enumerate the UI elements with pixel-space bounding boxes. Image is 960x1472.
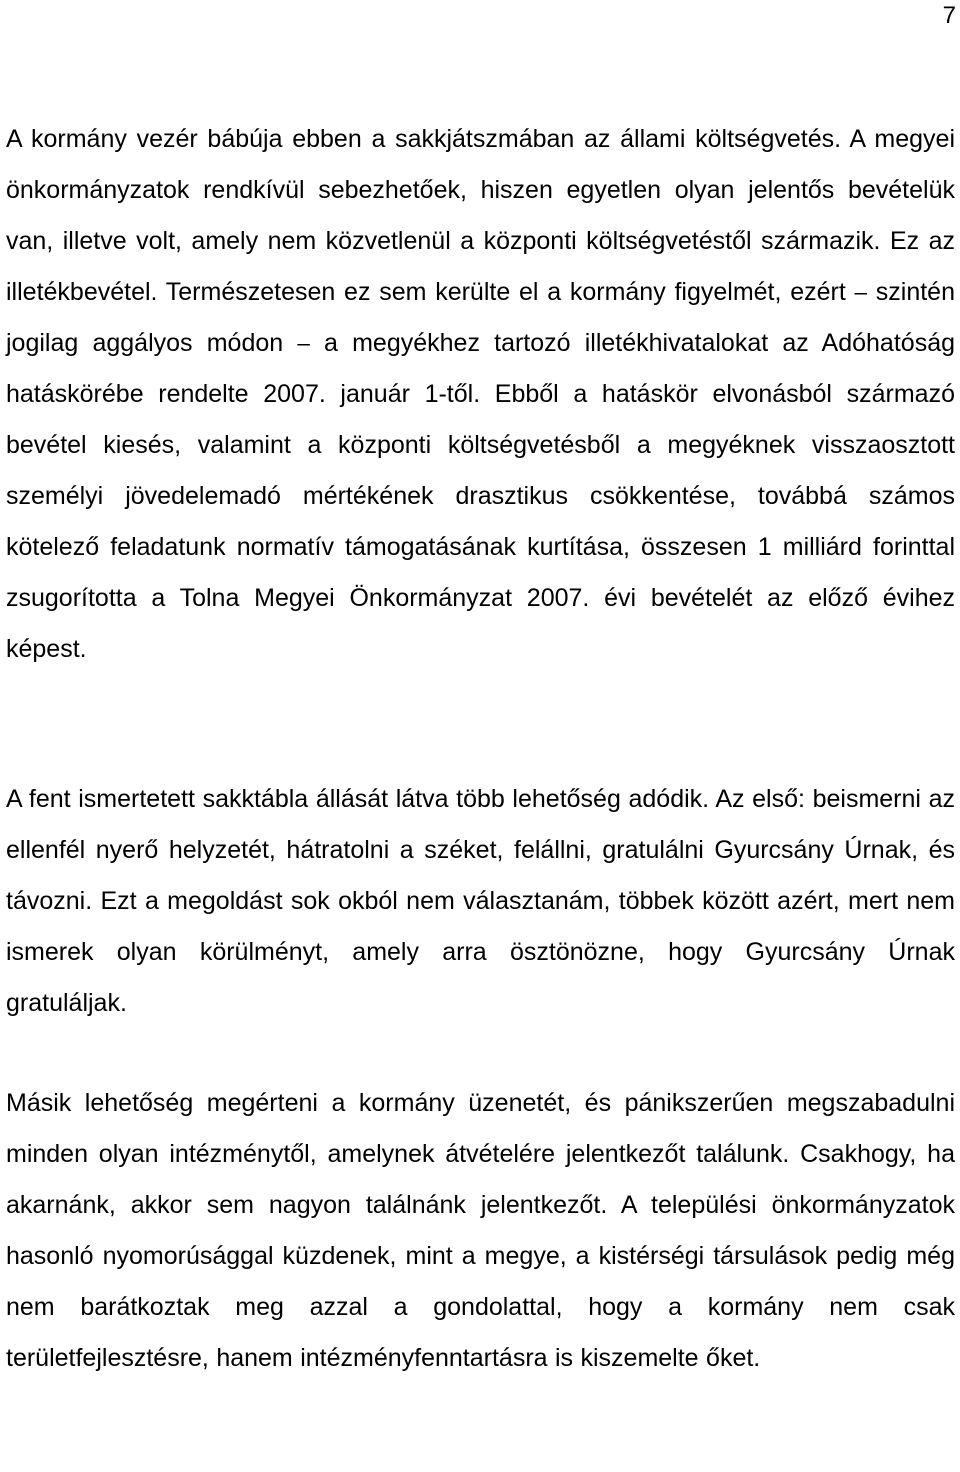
paragraph-illetekbevetel: A kormány vezér bábúja ebben a sakkjátszmában az állami költségvetés. A megyei önkormányzatok rendkívül sebezhetőek, hiszen egyetlen olyan jelentős bevételük van, illetve volt, amely nem közvetlenül a központi költségvetéstől származik. Ez az illetékbevétel. Természetesen ez sem kerülte el a kormány figyelmét, ezért ⎯ szintén jogilag aggályos módon ⎯ a megyékhez tartozó illetékhivatalokat az Adóhatóság hatáskörébe rendelte 2007. január 1-től. Ebből a hatáskör elvonásból származó bevétel kiesés, valamint a központi költségvetésből a megyéknek visszaosztott személyi jövedelemadó mértékének drasztikus csökkentése, továbbá számos kötelező feladatunk normatív támogatásának kurtítása, összesen 1 milliárd forinttal zsugorította a Tolna Megyei Önkormányzat 2007. évi bevételét az előző évihez képest. [6, 125, 955, 663]
page-number: 7 [942, 2, 956, 29]
paragraph-first-option: A fent ismertetett sakktábla állását látva több lehetőség adódik. Az első: beismerni az ellenfél nyerő helyzetét, hátratolni a széket, felállni, gratulálni Gyurcsány Úrnak, és távozni. Ezt a megoldást sok okból nem választanám, többek között azért, mert nem ismerek olyan körülményt, amely arra ösztönözne, hogy Gyurcsány Úrnak gratuláljak. [6, 785, 955, 1017]
paragraph-second-option: Másik lehetőség megérteni a kormány üzenetét, és pánikszerűen megszabadulni minden olyan intézménytől, amelynek átvételére jelentkezőt találunk. Csakhogy, ha akarnánk, akkor sem nagyon találnánk jelentkezőt. A települési önkormányzatok hasonló nyomorúsággal küzdenek, mint a megye, a kistérségi társulások pedig még nem barátkoztak meg azzal a gondolattal, hogy a kormány nem csak területfejlesztésre, hanem intézményfenntartásra is kiszemelte őket. [6, 1089, 955, 1372]
